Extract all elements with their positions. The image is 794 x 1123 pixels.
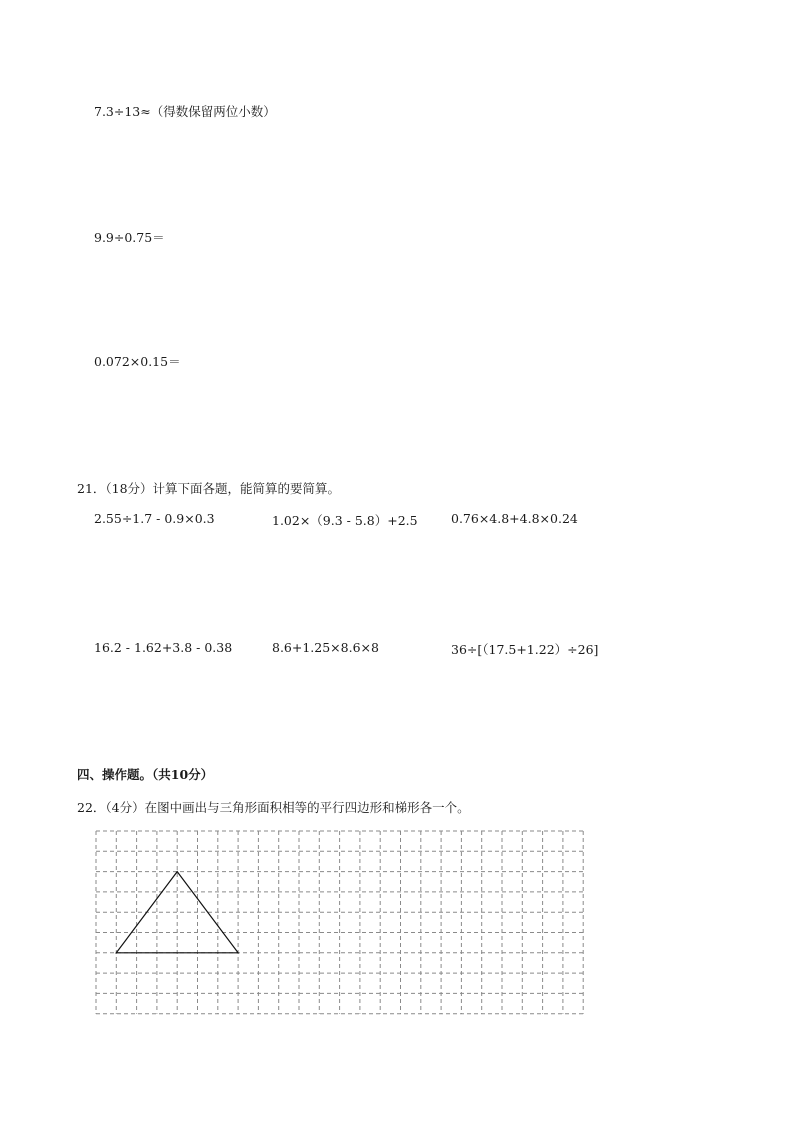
q21-expr-5: 8.6+1.25×8.6×8 <box>272 640 379 655</box>
question-22-heading: 22．（4分）在图中画出与三角形面积相等的平行四边形和梯形各一个。 <box>77 800 470 815</box>
q21-expr-2: 1.02×（9.3 - 5.8）+2.5 <box>272 513 418 528</box>
question-21-heading: 21．（18分）计算下面各题，能简算的要简算。 <box>77 481 341 496</box>
calc-item-2: 9.9÷0.75＝ <box>94 230 165 245</box>
grid-figure <box>94 829 586 1019</box>
q21-expr-4: 16.2 - 1.62+3.8 - 0.38 <box>94 640 233 655</box>
q21-expr-3: 0.76×4.8+4.8×0.24 <box>451 511 578 526</box>
section-4-title: 四、操作题。（共10分） <box>77 767 214 782</box>
calc-item-3: 0.072×0.15＝ <box>94 354 181 369</box>
q21-expr-6: 36÷[（17.5+1.22）÷26] <box>451 642 599 657</box>
q21-expr-1: 2.55÷1.7 - 0.9×0.3 <box>94 511 215 526</box>
calc-item-1: 7.3÷13≈（得数保留两位小数） <box>94 104 276 119</box>
